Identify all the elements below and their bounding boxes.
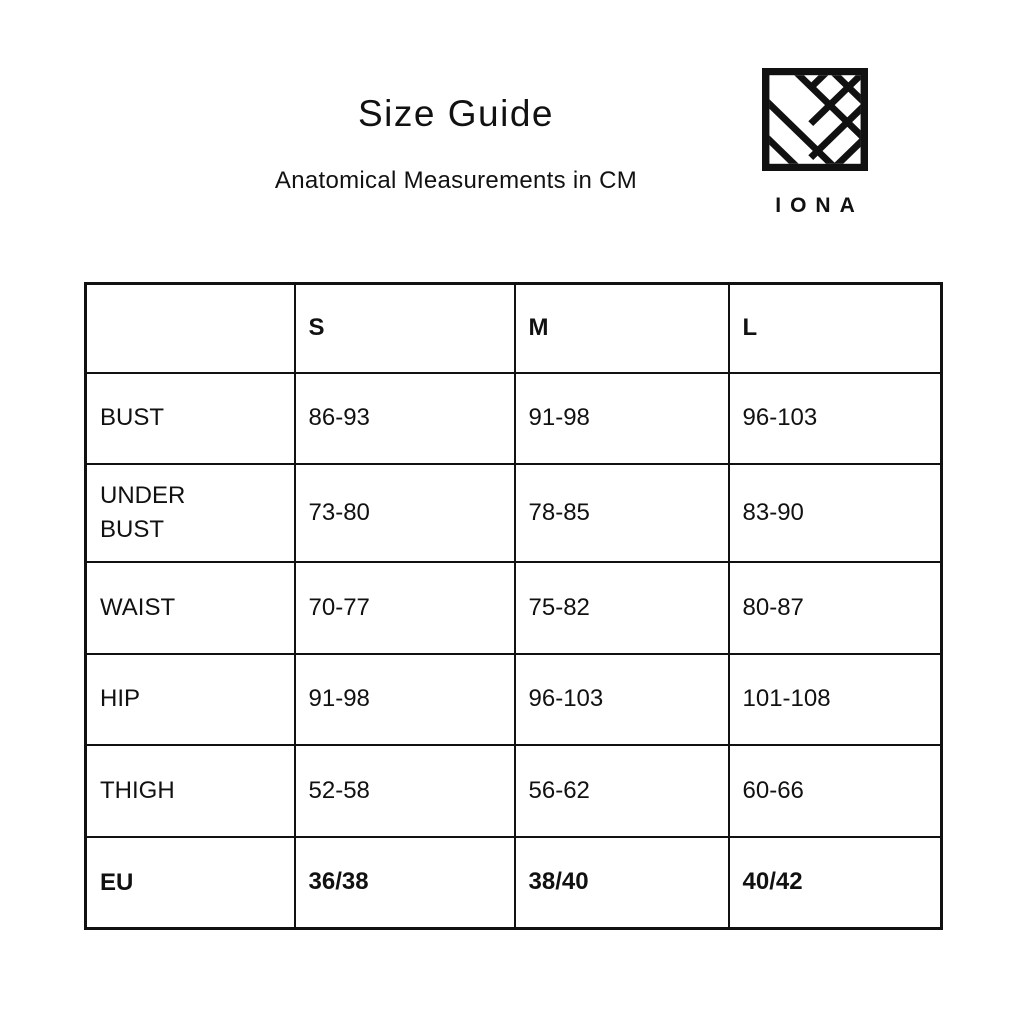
row-label: WAIST (86, 562, 295, 654)
size-value: 91-98 (295, 654, 515, 745)
row-label: BUST (86, 373, 295, 464)
size-value: 83-90 (729, 464, 942, 562)
size-value: 73-80 (295, 464, 515, 562)
table-row-waist (86, 562, 942, 654)
table-header-row (86, 284, 942, 373)
table-row-bust (86, 373, 942, 464)
size-value: 96-103 (515, 654, 729, 745)
size-value: 70-77 (295, 562, 515, 654)
size-value: 60-66 (729, 745, 942, 837)
row-label: EU (86, 837, 295, 929)
row-label: UNDER BUST (86, 464, 295, 562)
size-value: 78-85 (515, 464, 729, 562)
size-value: 36/38 (295, 837, 515, 929)
table-row-thigh (86, 745, 942, 837)
row-label: HIP (86, 654, 295, 745)
size-value: 75-82 (515, 562, 729, 654)
table-row-under-bust (86, 464, 942, 562)
page-subtitle: Anatomical Measurements in CM (274, 167, 638, 194)
size-value: 86-93 (295, 373, 515, 464)
column-header-s: S (295, 284, 515, 373)
size-value: 91-98 (515, 373, 729, 464)
row-label: THIGH (86, 745, 295, 837)
column-header-m: M (515, 284, 729, 373)
size-guide-table (84, 282, 943, 930)
column-header-empty (86, 284, 295, 373)
size-value: 52-58 (295, 745, 515, 837)
size-value: 40/42 (729, 837, 942, 929)
lattice-logo-icon (762, 68, 868, 171)
brand-logo (756, 68, 874, 218)
size-value: 101-108 (729, 654, 942, 745)
size-value: 80-87 (729, 562, 942, 654)
size-value: 38/40 (515, 837, 729, 929)
brand-name: IONA (775, 194, 864, 217)
page-title: Size Guide (358, 93, 554, 134)
column-header-l: L (729, 284, 942, 373)
size-value: 96-103 (729, 373, 942, 464)
table-row-hip (86, 654, 942, 745)
table-row-eu (86, 837, 942, 929)
size-value: 56-62 (515, 745, 729, 837)
